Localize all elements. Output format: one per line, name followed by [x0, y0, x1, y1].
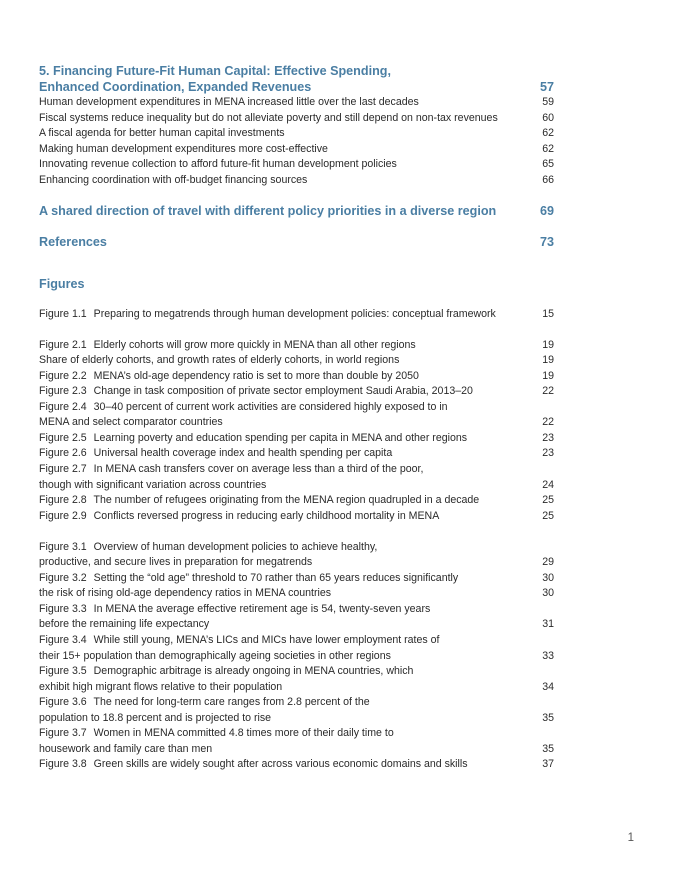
figure-page: 30: [542, 571, 554, 584]
figure-page: 23: [542, 431, 554, 444]
figure-label: Figure 3.5: [39, 665, 87, 678]
toc-entry-page: 65: [542, 158, 554, 171]
figure-title: Preparing to megatrends through human development policies: conceptual framework: [93, 307, 496, 320]
figure-label: Figure 3.2: [39, 571, 87, 584]
toc-entry-title: A fiscal agenda for better human capital investments: [39, 127, 285, 140]
figure-title: MENA’s old-age dependency ratio is set to more than double by 2050: [93, 369, 419, 382]
figure-label: Figure 3.4: [39, 633, 87, 646]
figure-entry[interactable]: [39, 540, 554, 571]
figure-page: 31: [542, 618, 554, 631]
figure-page: 22: [542, 385, 554, 398]
figure-page: 23: [542, 447, 554, 460]
figure-title: the risk of rising old-age dependency ratios in MENA countries: [39, 587, 332, 600]
figure-label: Figure 2.5: [39, 431, 87, 444]
figure-entry[interactable]: [39, 338, 554, 354]
figures-group-2: [39, 338, 554, 525]
figure-entry[interactable]: [39, 307, 554, 323]
figure-entry[interactable]: [39, 462, 554, 493]
toc-entry[interactable]: [39, 142, 554, 158]
figure-entry[interactable]: [39, 571, 554, 587]
figure-label: Figure 1.1: [39, 307, 87, 320]
figure-entry[interactable]: [39, 400, 554, 431]
references-page: 73: [539, 234, 554, 249]
toc-entry-title: Fiscal systems reduce inequality but do not alleviate poverty and still depend on non-tax revenues: [39, 111, 498, 124]
figure-title: Demographic arbitrage is already ongoing in MENA countries, which exhibit high migrant flows relative to their population: [39, 665, 414, 693]
figure-title: 30–40 percent of current work activities are considered highly exposed to in MENA and select comparator countries: [39, 400, 448, 429]
page-number: 1: [627, 832, 634, 844]
figure-entry[interactable]: [39, 602, 554, 633]
figure-page: 19: [542, 354, 554, 367]
figure-title: Universal health coverage index and health spending per capita: [93, 447, 393, 460]
figure-entry[interactable]: [39, 586, 554, 602]
toc-entry-title: Innovating revenue collection to afford future-fit human development policies: [39, 158, 397, 171]
toc-entry[interactable]: [39, 173, 554, 189]
figure-page: 24: [542, 478, 554, 491]
figures-group-3: [39, 540, 554, 773]
toc-entry-page: 60: [542, 111, 554, 124]
figure-title: Women in MENA committed 4.8 times more of their daily time to housework and family care than men: [39, 727, 394, 755]
figure-entry[interactable]: [39, 431, 554, 447]
toc-entry-page: 62: [542, 127, 554, 140]
shared-direction-page: 69: [539, 203, 554, 218]
figure-page: 34: [542, 680, 554, 693]
toc-entry-title: Making human development expenditures more cost-effective: [39, 142, 328, 155]
figure-entry[interactable]: [39, 353, 554, 369]
figure-entry[interactable]: [39, 695, 554, 726]
figure-title: In MENA the average effective retirement age is 54, twenty-seven years before the remaining life expectancy: [39, 602, 431, 631]
figure-entry[interactable]: [39, 757, 554, 773]
figure-label: Figure 3.7: [39, 727, 87, 740]
figure-label: Figure 2.6: [39, 447, 87, 460]
toc-entry-page: 66: [542, 173, 554, 186]
references-heading[interactable]: [39, 235, 554, 250]
figure-entry[interactable]: [39, 446, 554, 462]
figure-entry[interactable]: [39, 384, 554, 400]
figure-page: 15: [542, 307, 554, 320]
figure-label: Figure 2.4: [39, 400, 87, 413]
toc-entry-page: 59: [542, 96, 554, 108]
shared-direction-title: A shared direction of travel with different policy priorities in a diverse region: [39, 203, 497, 218]
figure-title: Conflicts reversed progress in reducing early childhood mortality in MENA: [93, 509, 440, 522]
figure-title: Setting the “old age” threshold to 70 rather than 65 years reduces significantly: [93, 571, 459, 584]
figure-entry[interactable]: [39, 633, 554, 664]
figure-title: Learning poverty and education spending per capita in MENA and other regions: [93, 431, 468, 444]
figure-page: 25: [542, 494, 554, 507]
figure-page: 19: [542, 369, 554, 382]
figure-title: While still young, MENA’s LICs and MICs have lower employment rates of their 15+ population than demographically ageing societies in other regions: [39, 633, 440, 662]
figure-label: Figure 2.9: [39, 509, 87, 522]
toc-entry[interactable]: [39, 111, 554, 127]
figure-page: 33: [542, 649, 554, 662]
table-of-contents: [39, 64, 554, 773]
figure-title: In MENA cash transfers cover on average less than a third of the poor, though with significant variation across countries: [39, 462, 424, 491]
figure-label: Figure 2.2: [39, 369, 87, 382]
figure-page: 22: [542, 416, 554, 429]
figure-title: Share of elderly cohorts, and growth rates of elderly cohorts, in world regions: [39, 354, 400, 367]
chapter-5-subsections: [39, 95, 554, 189]
toc-entry[interactable]: [39, 157, 554, 173]
references-title: References: [39, 234, 107, 249]
figure-page: 35: [542, 742, 554, 755]
chapter-5-page: 57: [539, 79, 554, 94]
figure-label: Figure 3.6: [39, 696, 87, 709]
figure-page: 35: [542, 711, 554, 724]
figure-entry[interactable]: [39, 493, 554, 509]
toc-entry-title: Human development expenditures in MENA increased little over the last decades: [39, 96, 419, 108]
figure-title: Change in task composition of private sector employment Saudi Arabia, 2013–20: [93, 385, 473, 398]
figure-entry[interactable]: [39, 369, 554, 385]
figure-label: Figure 2.1: [39, 338, 87, 351]
shared-direction-heading[interactable]: [39, 204, 554, 219]
figure-entry[interactable]: [39, 726, 554, 757]
figure-label: Figure 3.8: [39, 758, 87, 771]
toc-entry[interactable]: [39, 126, 554, 142]
figure-title: Overview of human development policies to achieve healthy, productive, and secure lives in preparation for megatrends: [39, 540, 378, 569]
figures-heading: Figures: [39, 276, 85, 291]
figure-label: Figure 2.7: [39, 462, 87, 475]
chapter-5-title: 5. Financing Future-Fit Human Capital: Effective Spending, Enhanced Coordination, Expanded Revenues: [39, 64, 391, 94]
figure-page: 25: [542, 509, 554, 522]
figure-title: The number of refugees originating from the MENA region quadrupled in a decade: [93, 494, 480, 507]
figures-group-1: [39, 307, 554, 323]
figure-label: Figure 2.8: [39, 494, 87, 507]
figure-title: Elderly cohorts will grow more quickly in MENA than all other regions: [93, 338, 416, 351]
figure-page: 19: [542, 338, 554, 351]
toc-entry-page: 62: [542, 142, 554, 155]
toc-entry-title: Enhancing coordination with off-budget financing sources: [39, 173, 308, 186]
figure-entry[interactable]: [39, 509, 554, 525]
figure-page: 37: [542, 758, 554, 771]
figure-title: Green skills are widely sought after across various economic domains and skills: [93, 758, 468, 771]
chapter-5-heading[interactable]: [39, 64, 554, 95]
figure-title: The need for long-term care ranges from 2.8 percent of the population to 18.8 percent and is projected to rise: [39, 696, 370, 724]
toc-entry[interactable]: [39, 95, 554, 111]
figure-label: Figure 3.1: [39, 540, 87, 553]
figure-label: Figure 3.3: [39, 602, 87, 615]
figure-label: Figure 2.3: [39, 385, 87, 398]
figure-entry[interactable]: [39, 664, 554, 695]
figure-page: 30: [542, 587, 554, 600]
figure-page: 29: [542, 556, 554, 569]
